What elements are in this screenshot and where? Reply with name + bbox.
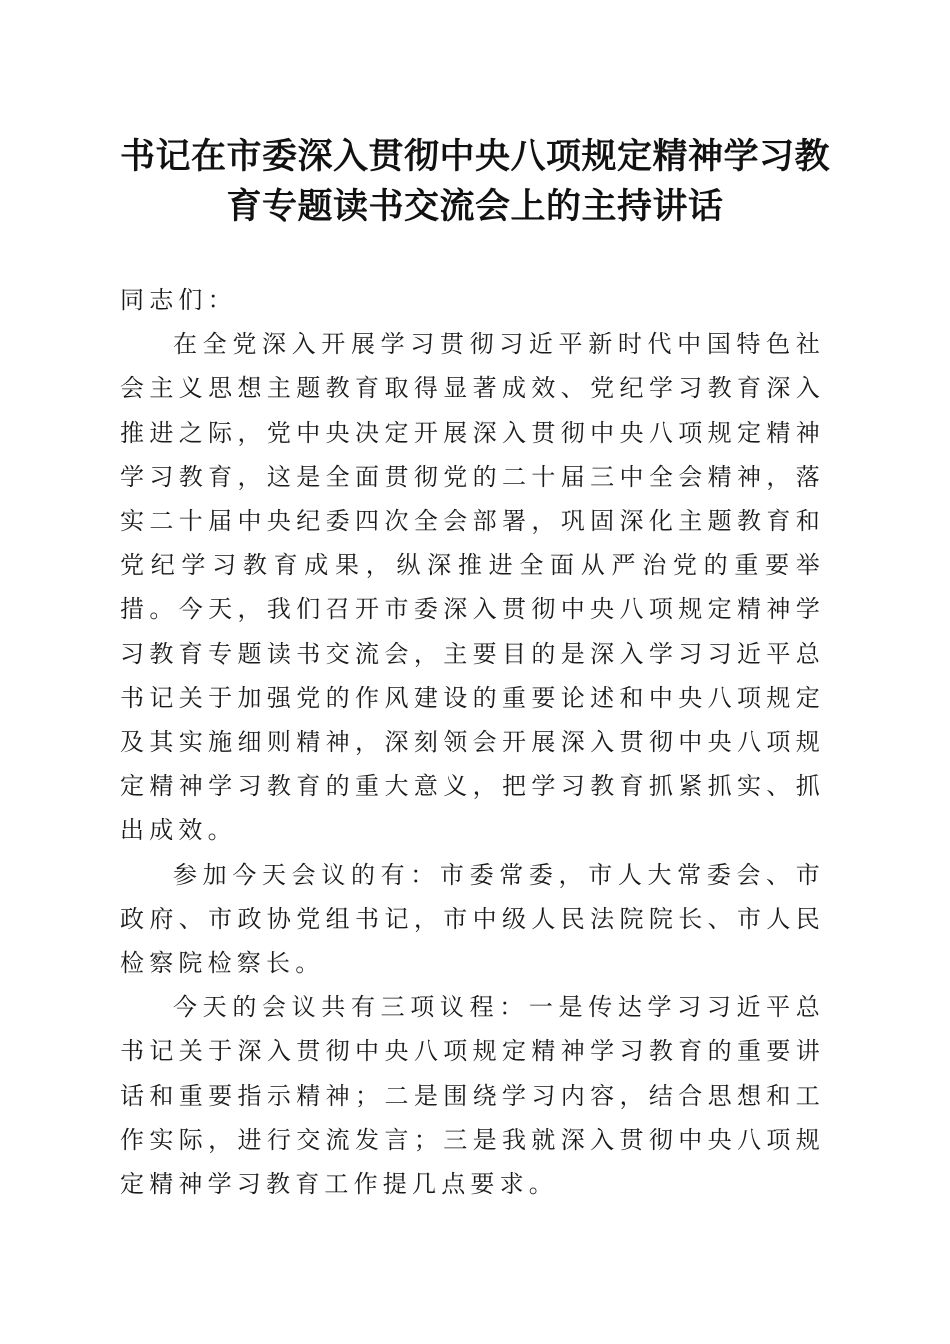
document-title [100, 132, 850, 232]
document-body [120, 278, 825, 1206]
paragraph-attendees: 参加今天会议的有：市委常委，市人大常委会、市政府、市政协党组书记，市中级人民法院院长、市人民检察院检察长。 [120, 860, 825, 978]
paragraph-opening: 在全党深入开展学习贯彻习近平新时代中国特色社会主义思想主题教育取得显著成效、党纪学习教育深入推进之际，党中央决定开展深入贯彻中央八项规定精神学习教育，这是全面贯彻党的二十届三中全会精神，落实二十届中央纪委四次全会部署，巩固深化主题教育和党纪学习教育成果，纵深推进全面从严治党的重要举措。今天，我们召开市委深入贯彻中央八项规定精神学习教育专题读书交流会，主要目的是深入学习习近平总书记关于加强党的作风建设的重要论述和中央八项规定及其实施细则精神，深刻领会开展深入贯彻中央八项规定精神学习教育的重大意义，把学习教育抓紧抓实、抓出成效。 [120, 330, 825, 845]
paragraph-agenda: 今天的会议共有三项议程：一是传达学习习近平总书记关于深入贯彻中央八项规定精神学习教育的重要讲话和重要指示精神；二是围绕学习内容，结合思想和工作实际，进行交流发言；三是我就深入贯彻中央八项规定精神学习教育工作提几点要求。 [120, 993, 825, 1199]
title-line-2: 育专题读书交流会上的主持讲话 [226, 186, 724, 227]
title-line-1: 书记在市委深入贯彻中央八项规定精神学习教 [119, 136, 830, 177]
salutation: 同志们： [120, 286, 237, 314]
